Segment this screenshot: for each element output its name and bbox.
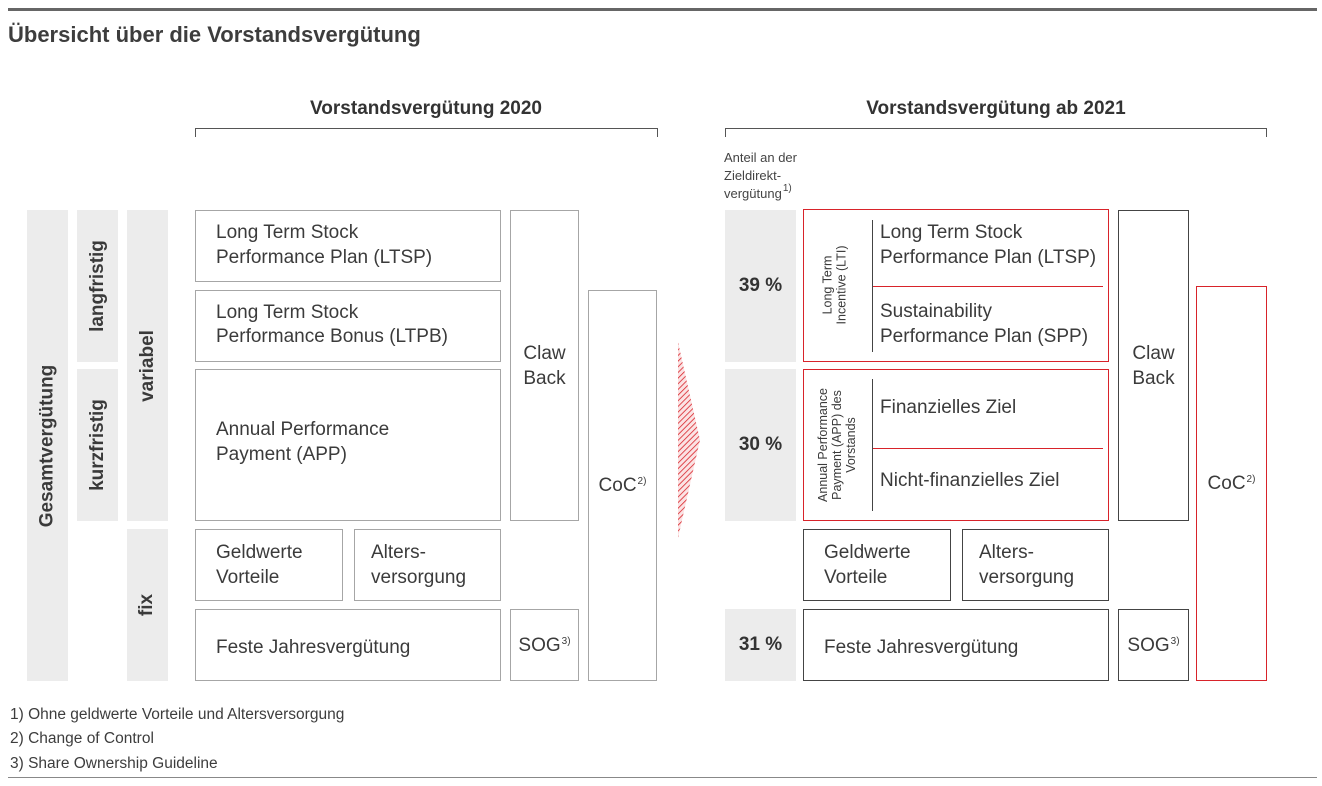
label-langfristig: langfristig bbox=[77, 210, 118, 362]
footnote-2: 2) Change of Control bbox=[10, 730, 154, 747]
footnote-1: 1) Ohne geldwerte Vorteile und Altersversorgung bbox=[10, 706, 345, 723]
page-title: Übersicht über die Vorstandsvergütung bbox=[8, 22, 421, 47]
label-variabel: variabel bbox=[127, 210, 168, 521]
section-title-2020: Vorstandsvergütung 2020 bbox=[310, 98, 542, 119]
separator-ltsp-spp bbox=[873, 286, 1103, 287]
box-fixed-salary-2020: Feste Jahresvergütung bbox=[195, 609, 501, 681]
box-spp-2021-line1: Sustainability bbox=[880, 301, 992, 322]
box-pension-2020: Alters- versorgung bbox=[354, 529, 501, 601]
share-lti: 39 % bbox=[725, 210, 796, 362]
section-title-2021: Vorstandsvergütung ab 2021 bbox=[866, 98, 1126, 119]
box-ltsp-2021-line2: Performance Plan (LTSP) bbox=[880, 247, 1097, 268]
box-sog-2021: SOG$^{3)}$ bbox=[1118, 609, 1189, 681]
label-kurzfristig: kurzfristig bbox=[77, 369, 118, 521]
box-clawback-2020: Claw Back bbox=[510, 210, 579, 521]
box-coc-2021: CoC$^{2)}$ bbox=[1196, 286, 1267, 681]
share-note: Anteil an der Zieldirekt- vergütung$^{1)}$ bbox=[724, 150, 797, 201]
box-ltsp-2021-line1: Long Term Stock bbox=[880, 222, 1023, 243]
divider-app bbox=[872, 379, 873, 511]
box-non-financial-goal: Nicht-finanzielles Ziel bbox=[880, 470, 1060, 491]
bracket-2021 bbox=[725, 128, 1267, 137]
label-gesamtverguetung: Gesamtvergütung bbox=[27, 210, 68, 681]
box-sog-2020: SOG$^{3)}$ bbox=[510, 609, 579, 681]
bracket-2020 bbox=[195, 128, 658, 137]
separator-financial bbox=[873, 448, 1103, 449]
box-spp-2021-line2: Performance Plan (SPP) bbox=[880, 326, 1089, 347]
box-pension-2021: Alters- versorgung bbox=[962, 529, 1109, 601]
label-fix: fix bbox=[127, 529, 168, 681]
box-benefits-2021: Geldwerte Vorteile bbox=[803, 529, 951, 601]
footnote-3: 3) Share Ownership Guideline bbox=[10, 755, 218, 772]
transition-arrow-icon bbox=[676, 340, 702, 540]
box-ltpb-2020: Long Term Stock Performance Bonus (LTPB) bbox=[195, 290, 501, 362]
box-clawback-2021: Claw Back bbox=[1118, 210, 1189, 521]
label-app: Annual Performance Payment (APP) des Vorstands bbox=[816, 388, 859, 502]
box-coc-2020: CoC$^{2)}$ bbox=[588, 290, 657, 681]
box-financial-goal: Finanzielles Ziel bbox=[880, 397, 1017, 418]
box-app-2020: Annual Performance Payment (APP) bbox=[195, 369, 501, 521]
label-lti: Long Term Incentive (LTI) bbox=[820, 245, 848, 325]
share-fixed: 31 % bbox=[725, 609, 796, 681]
share-app: 30 % bbox=[725, 369, 796, 521]
box-benefits-2020: Geldwerte Vorteile bbox=[195, 529, 343, 601]
box-ltsp-2020: Long Term Stock Performance Plan (LTSP) bbox=[195, 210, 501, 282]
box-fixed-salary-2021: Feste Jahresvergütung bbox=[803, 609, 1109, 681]
top-rule bbox=[8, 8, 1317, 11]
bottom-rule bbox=[8, 777, 1317, 778]
